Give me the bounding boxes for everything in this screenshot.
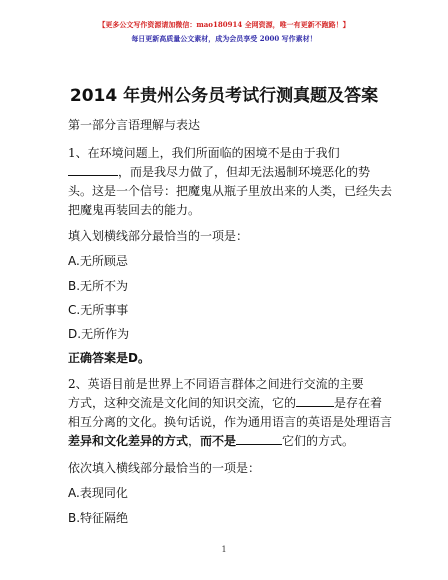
option-letter: C. xyxy=(68,303,81,317)
q2-answer-blank-1 xyxy=(296,395,334,407)
answer-value: D xyxy=(128,351,138,365)
q1-line-1: 1、在环境问题上，我们所面临的困境不是由于我们 xyxy=(68,146,340,160)
q1-prompt: 填入划横线部分最恰当的一项是： xyxy=(68,229,249,243)
q1-line-4: 把魔鬼再装回去的能力。 xyxy=(68,203,201,217)
q1-line-2 xyxy=(68,164,370,180)
option-text: 特征隔绝 xyxy=(80,511,129,525)
q1-option-d xyxy=(68,326,129,342)
q2-line-4-post: 它们的方式。 xyxy=(282,434,355,448)
q2-bold-phrase-2: 而不是 xyxy=(200,434,237,448)
q2-line-1: 2、英语目前是世界上不同语言群体之间进行交流的主要 xyxy=(68,377,364,391)
q1-option-b xyxy=(68,278,128,294)
q1-line-3: 头。这是一个信号：把魔鬼从瓶子里放出来的人类，已经失去 xyxy=(68,184,393,198)
q2-line-4 xyxy=(68,433,354,449)
promo-banner-top: 【更多公文写作资源请加微信：mao180914 全网资源，唯一有更新不跑路！】 xyxy=(98,20,350,29)
section-heading: 第一部分言语理解与表达 xyxy=(68,118,201,132)
q2-bold-phrase-1: 差异和文化差异的方式 xyxy=(68,434,189,448)
q1-line-2-text: ，而是我尽力做了，但却无法遏制环境恶化的势 xyxy=(118,165,371,179)
option-letter: D. xyxy=(68,327,82,341)
q1-answer-blank xyxy=(68,164,118,176)
document-title: 2014 年贵州公务员考试行测真题及答案 xyxy=(69,86,379,106)
q2-option-a xyxy=(68,485,128,501)
option-letter: A. xyxy=(68,486,80,500)
option-letter: B. xyxy=(68,511,81,525)
promo-banner-bottom: 每日更新高质量公文素材，成为会员享受 2000 写作素材！ xyxy=(131,34,317,43)
option-letter: A. xyxy=(68,254,80,268)
q2-line-4-mid: ， xyxy=(188,434,201,448)
option-text: 无所事事 xyxy=(80,303,129,317)
q2-option-b xyxy=(68,510,128,526)
page-number: 1 xyxy=(221,545,227,554)
answer-label: 正确答案是 xyxy=(68,351,129,365)
q2-answer-blank-2 xyxy=(236,433,282,445)
q2-line-2-text-post: 是存在着 xyxy=(334,396,383,410)
q1-option-a xyxy=(68,253,128,269)
option-letter: B. xyxy=(68,279,81,293)
q1-answer xyxy=(68,350,150,366)
q2-prompt: 依次填入横线部分最恰当的一项是： xyxy=(68,461,261,475)
q2-line-2-text-pre: 方式，这种交流是文化间的知识交流，它的 xyxy=(68,396,297,410)
option-text: 无所不为 xyxy=(80,279,129,293)
q1-option-c xyxy=(68,302,128,318)
answer-end: 。 xyxy=(137,351,150,365)
q2-line-2 xyxy=(68,395,382,411)
q2-line-3: 相互分离的文化。换句话说，作为通用语言的英语是处理语言 xyxy=(68,415,393,429)
option-text: 无所顾忌 xyxy=(79,254,128,268)
option-text: 无所作为 xyxy=(81,327,130,341)
option-text: 表现同化 xyxy=(79,486,128,500)
